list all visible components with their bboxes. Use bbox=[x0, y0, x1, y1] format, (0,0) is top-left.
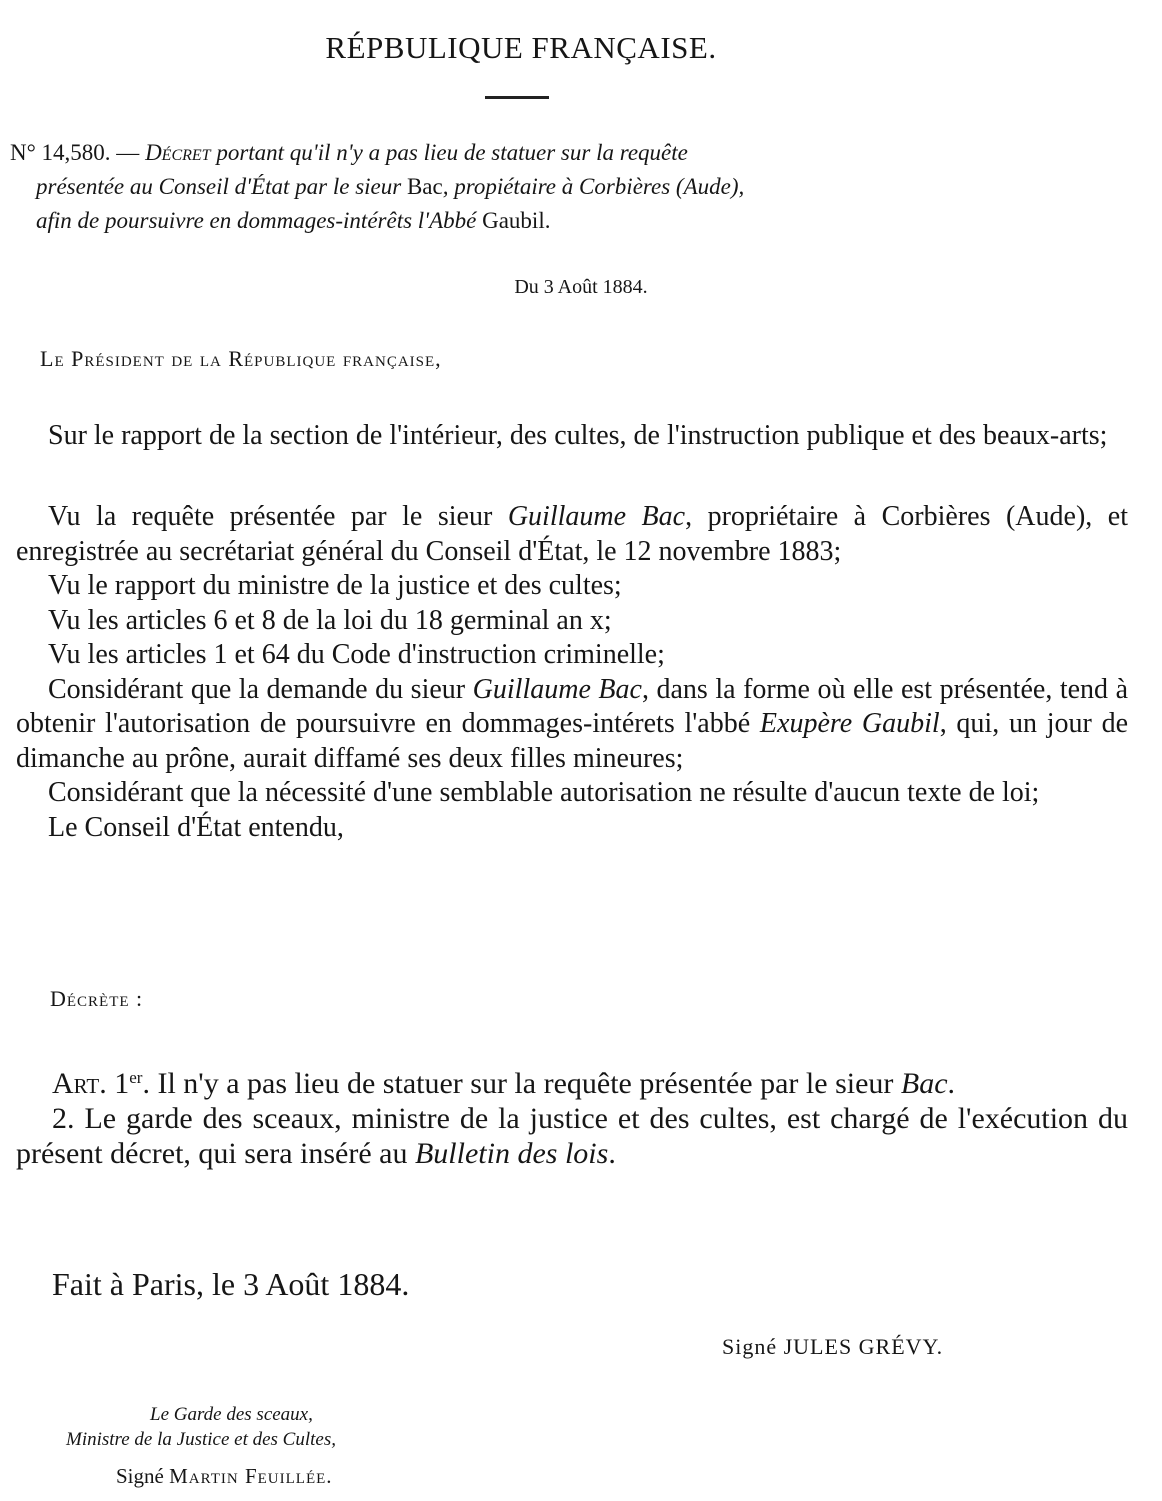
heading-name-gaubil: Gaubil. bbox=[482, 208, 551, 233]
decrete-heading: Décrète : bbox=[50, 986, 144, 1011]
garde-des-sceaux bbox=[40, 1402, 460, 1452]
article-1: Art. 1er. Il n'y a pas lieu de statuer sur la requête présentée par le sieur Bac. bbox=[52, 1067, 956, 1100]
garde-line-1: Le Garde des sceaux, bbox=[150, 1404, 313, 1425]
article-1-name: Bac bbox=[900, 1067, 948, 1100]
paragraph-requete: Vu la requête présentée par le sieur Guillaume Bac, propriétaire à Corbières (Aude), et enregistrée au secrétariat général du Conseil d'État, le 12 novembre 1883; bbox=[16, 501, 1128, 567]
signature-president: Signé JULES GRÉVY. bbox=[722, 1334, 944, 1359]
articles-block bbox=[16, 1066, 1128, 1171]
president-line: Le Président de la République française, bbox=[40, 346, 442, 371]
decree-number: N° 14,580. — bbox=[10, 140, 140, 165]
paragraph-rapport: Sur le rapport de la section de l'intérieur, des cultes, de l'instruction publique et des beaux-arts; bbox=[48, 420, 1108, 451]
paragraph-vu-loi: Vu les articles 6 et 8 de la loi du 18 germinal an x; bbox=[48, 604, 612, 636]
name-guillaume-bac: Guillaume Bac bbox=[507, 501, 686, 532]
signature-minister-prefix: Signé bbox=[116, 1464, 164, 1488]
decree-heading bbox=[10, 136, 1090, 238]
paragraph-vu-code: Vu les articles 1 et 64 du Code d'instruction criminelle; bbox=[48, 639, 665, 670]
heading-name-bac: Bac bbox=[406, 174, 443, 199]
fait-a-paris: Fait à Paris, le 3 Août 1884. bbox=[52, 1266, 410, 1302]
name-exupere-gaubil: Exupère Gaubil bbox=[759, 708, 940, 739]
decret-word: Décret bbox=[145, 140, 211, 165]
paragraph-vu-rapport: Vu le rapport du ministre de la justice et des cultes; bbox=[48, 570, 622, 601]
heading-line-2: présentée au Conseil d'État par le sieur Bac, propiétaire à Corbières (Aude), bbox=[36, 174, 745, 199]
republic-header: RÉPBULIQUE FRANÇAISE. bbox=[325, 30, 717, 65]
signature-minister bbox=[116, 1464, 333, 1489]
heading-line-1 bbox=[10, 136, 1090, 170]
bulletin-des-lois: Bulletin des lois bbox=[414, 1137, 609, 1170]
paragraph-considerant-1: Considérant que la demande du sieur Guillaume Bac, dans la forme où elle est présentée, tend à obtenir l'autorisation de poursuivre en dommages-intérets l'abbé Exupère Gaubil, qui, un jour de dimanche au prône, aurait diffamé ses deux filles mineures; bbox=[16, 673, 1129, 774]
paragraph-considerant-2: Considérant que la nécessité d'une semblable autorisation ne résulte d'aucun texte de loi; bbox=[48, 777, 1040, 808]
signature-minister-name: Martin Feuillée. bbox=[169, 1464, 333, 1488]
heading-line-3: afin de poursuivre en dommages-intérêts l'Abbé Gaubil. bbox=[36, 208, 551, 233]
header-rule bbox=[485, 96, 549, 99]
decree-date: Du 3 Août 1884. bbox=[514, 276, 648, 298]
consideration-rapport bbox=[16, 419, 1128, 454]
name-guillaume-bac-2: Guillaume Bac bbox=[472, 673, 642, 705]
paragraph-conseil-entendu: Le Conseil d'État entendu, bbox=[48, 811, 344, 843]
considerations-block bbox=[16, 500, 1128, 845]
article-2: 2. Le garde des sceaux, ministre de la justice et des cultes, est chargé de l'exécution du présent décret, qui sera inséré au Bulletin des lois. bbox=[16, 1102, 1128, 1170]
heading-line-1-text: portant qu'il n'y a pas lieu de statuer sur la requête bbox=[216, 140, 688, 165]
garde-line-2: Ministre de la Justice et des Cultes, bbox=[66, 1429, 336, 1450]
article-1-label: Art. 1 bbox=[52, 1067, 130, 1100]
